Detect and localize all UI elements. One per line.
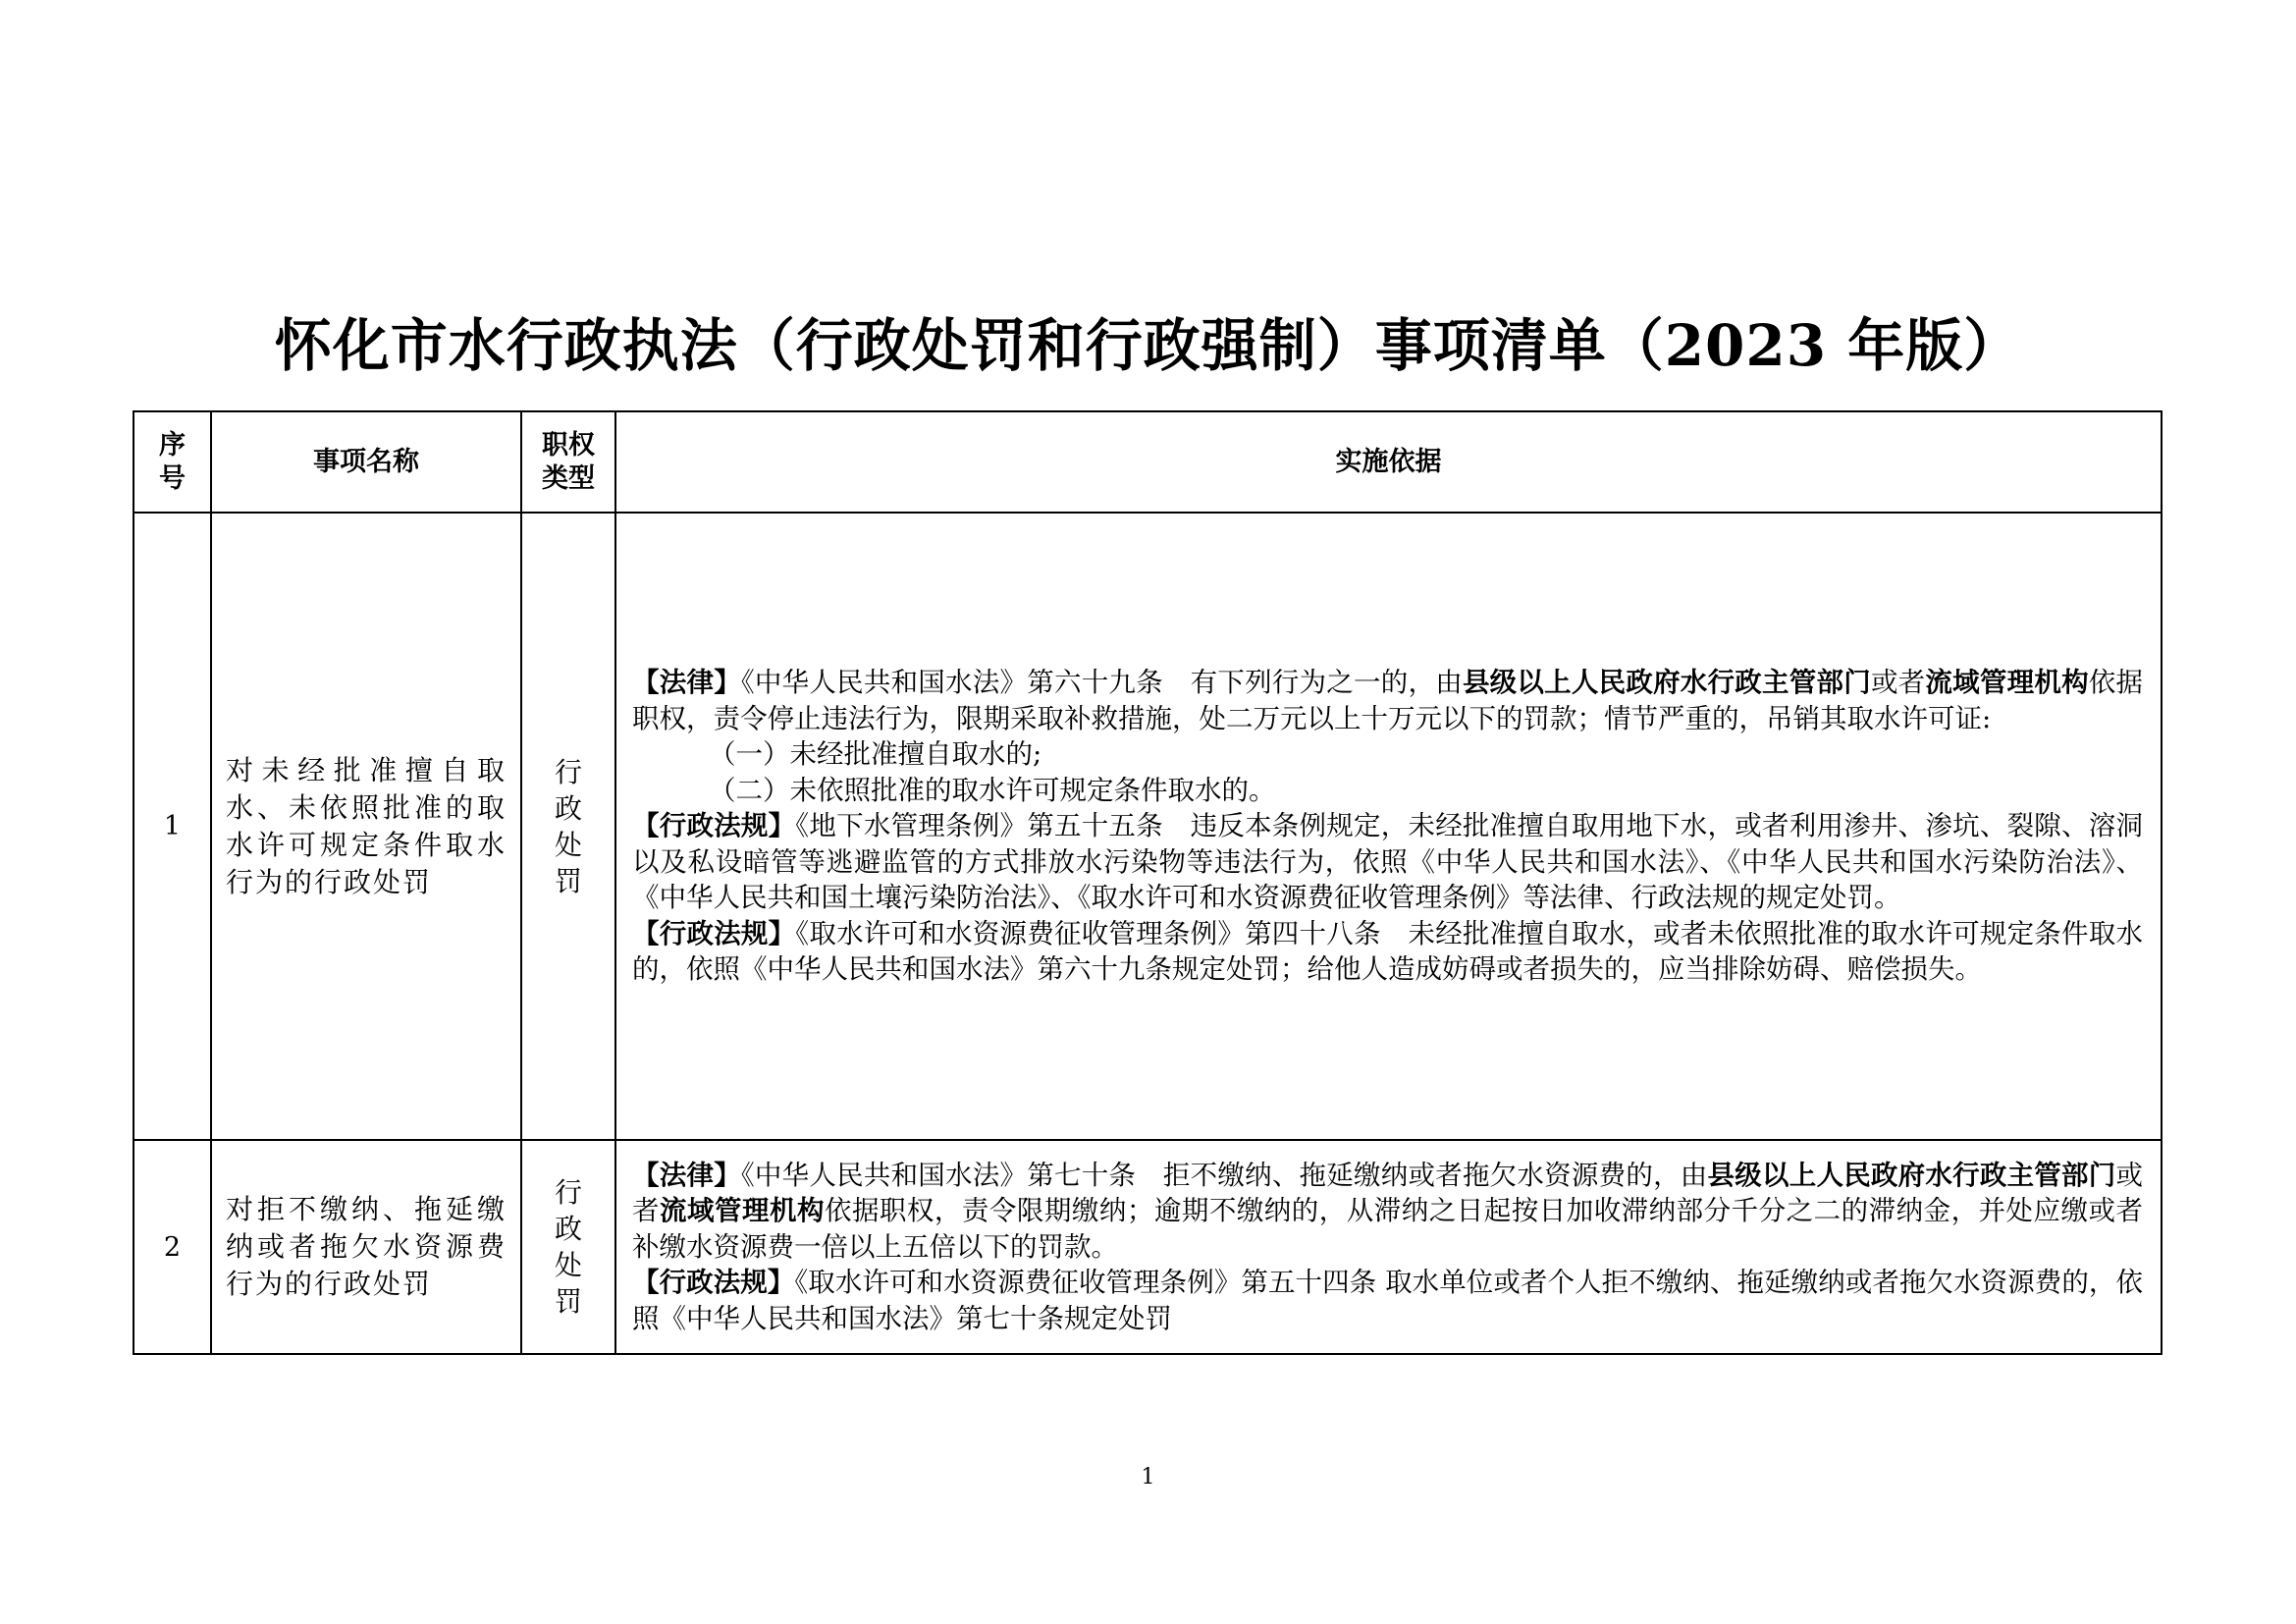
basis-law-paragraph: 【法律】《中华人民共和国水法》第六十九条 有下列行为之一的，由县级以上人民政府水行政主管部门或者流域管理机构依据职权，责令停止违法行为，限期采取补救措施，处二万元以上十万元以下的罚款；情节严重的，吊销其取水许可证:	[632, 667, 2144, 734]
row-index: 1	[133, 513, 211, 1140]
legal-basis	[615, 1140, 2162, 1354]
basis-list-item: （二）未依照批准的取水许可规定条件取水的。	[709, 774, 1276, 806]
basis-law-paragraph: 【法律】《中华人民共和国水法》第七十条 拒不缴纳、拖延缴纳或者拖欠水资源费的，由县级以上人民政府水行政主管部门或者流域管理机构依据职权，责令限期缴纳；逾期不缴纳的，从滞纳之日起按日加收滞纳部分千分之二的滞纳金，并处应缴或者补缴水资源费一倍以上五倍以下的罚款。	[632, 1159, 2144, 1263]
basis-regulation-paragraph: 【行政法规】《取水许可和水资源费征收管理条例》第四十八条 未经批准擅自取水，或者未依照批准的取水许可规定条件取水的，依照《中华人民共和国水法》第六十九条规定处罚；给他人造成妨碍或者损失的，应当排除妨碍、赔偿损失。	[632, 917, 2143, 986]
enforcement-items-table	[133, 410, 2163, 1355]
row-index: 2	[133, 1140, 211, 1354]
header-basis: 实施依据	[615, 411, 2162, 513]
header-index: 序号	[133, 411, 211, 513]
header-type: 职权类型	[521, 411, 615, 513]
table-row	[133, 1140, 2162, 1354]
authority-type: 行 政 处 罚	[521, 513, 615, 1140]
page-number: 1	[1141, 1465, 1155, 1489]
table-header-row	[133, 411, 2162, 513]
legal-basis	[615, 513, 2162, 1140]
table-row	[133, 513, 2162, 1140]
page-title: 怀化市水行政执法（行政处罚和行政强制）事项清单（2023 年版）	[274, 312, 2022, 379]
basis-regulation-paragraph: 【行政法规】《取水许可和水资源费征收管理条例》第五十四条 取水单位或者个人拒不缴纳、拖延缴纳或者拖欠水资源费的，依照《中华人民共和国水法》第七十条规定处罚	[632, 1267, 2143, 1334]
authority-type: 行 政 处 罚	[521, 1140, 615, 1354]
basis-list-item: （一）未经批准擅自取水的;	[709, 738, 1042, 771]
header-name: 事项名称	[211, 411, 521, 513]
basis-regulation-paragraph: 【行政法规】《地下水管理条例》第五十五条 违反本条例规定，未经批准擅自取用地下水，或者利用渗井、渗坑、裂隙、溶洞以及私设暗管等逃避监管的方式排放水污染物等违法行为，依照《中华人民共和国水法》、《中华人民共和国水污染防治法》、《中华人民共和国土壤污染防治法》、《取水许可和水资源费征收管理条例》等法律、行政法规的规定处罚。	[632, 810, 2143, 914]
item-name: 对拒不缴纳、拖延缴纳或者拖欠水资源费行为的行政处罚	[211, 1140, 521, 1354]
item-name: 对未经批准擅自取水、未依照批准的取水许可规定条件取水行为的行政处罚	[211, 513, 521, 1140]
